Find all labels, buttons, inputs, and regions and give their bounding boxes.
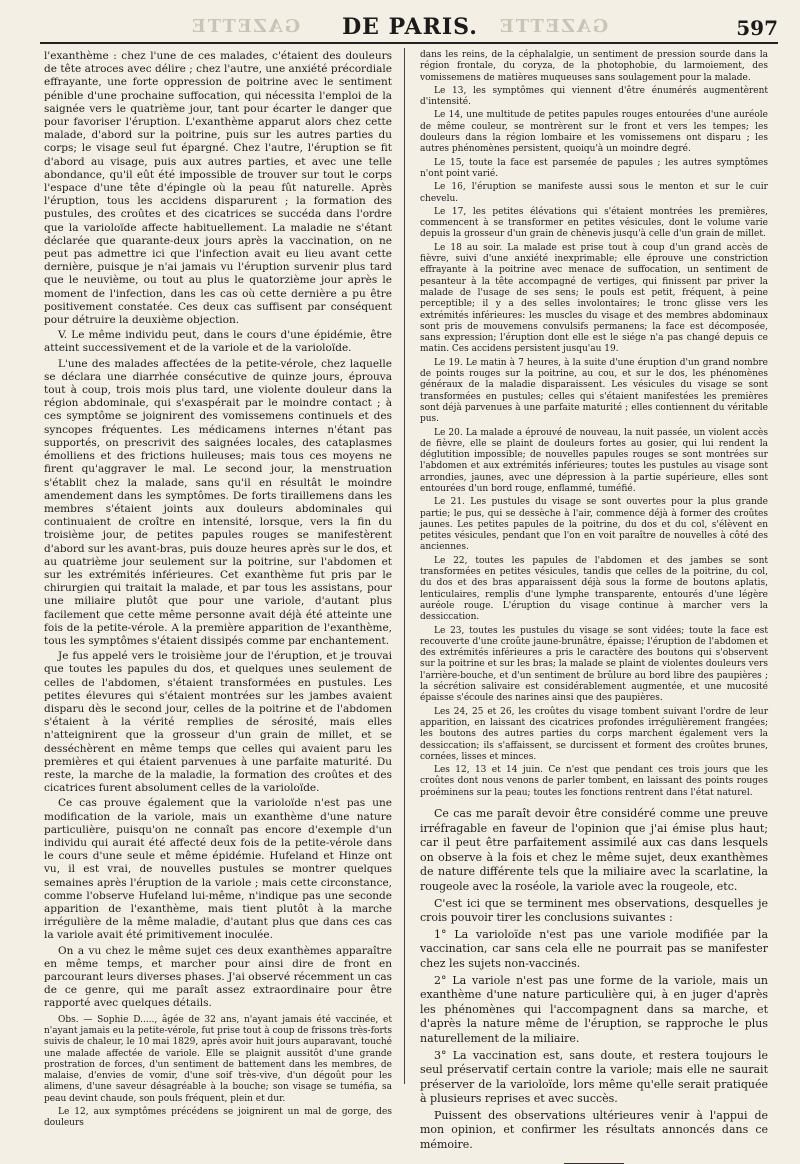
header-rule — [40, 42, 778, 44]
right-column — [420, 50, 768, 1152]
bleedthrough-text-right: GAZETTE — [498, 16, 609, 37]
observation-paragraph: Le 18 au soir. La malade est prise tout à coup d'un grand accès de fièvre, suivi d'une anxiété inexprimable; elle éprouve une constriction effrayante à la poitrine avec menace de suffocation, un sentiment de pesanteur à la tête accompagné de vertiges, qui finissent par priver la malade de l'usage de ses sens; le pouls est petit, fréquent, à peine perceptible; il y a des selles involontaires; le tronc glisse vers les extrémités inférieures: les muscles du visage et des membres abdominaux sont pris de mouvemens convulsifs permanens; la face est décomposée, sans expression; l'éruption dont elle est le siége n'a pas changé depuis ce matin. Ces accidens persistent jusqu'au 19. — [420, 242, 768, 355]
observation-paragraph: Le 13, les symptômes qui viennent d'être énumérés augmentèrent d'intensité. — [420, 85, 768, 108]
conclusion-item: 3° La vaccination est, sans doute, et restera toujours le seul préservatif certain contre la variole; mais elle ne saurait préserver de la varioloïde, lors même qu'elle serait pratiquée à plusieurs reprises et avec succès. — [420, 1048, 768, 1106]
observation-paragraph: Le 20. La malade a éprouvé de nouveau, la nuit passée, un violent accès de fièvre, elle se plaint de douleurs fortes au gosier, qui lui rendent la déglutition impossible; de nouvelles papules rouges se sont montrées sur l'abdomen et aux extrémités inférieures; toutes les pustules au visage sont arrondies, jaunes, avec une dépression à la partie supérieure, elles sont entourées d'un bord rouge, enflammé, tuméfié. — [420, 427, 768, 494]
observation-paragraph: Le 19. Le matin à 7 heures, à la suite d'une éruption d'un grand nombre de points rouges sur la poitrine, au cou, et sur le dos, les phénomènes généraux de la maladie disparaissent. Les vésicules du visage se sont transformées en pustules; celles qui s'étaient manifestées les premières sont déjà parvenues à une parfaite maturité ; elles contiennent du véritable pus. — [420, 357, 768, 425]
observation-paragraph: Les 24, 25 et 26, les croûtes du visage tombent suivant l'ordre de leur apparition, en laissant des cicatrices profondes irrégulièrement frangées; les boutons des autres parties du corps marchent également vers la dessiccation; ils s'affaissent, se durcissent et forment des croûtes brunes, cornées, lisses et minces. — [420, 706, 768, 762]
observation-paragraph: Le 12, aux symptômes précédens se joignirent un mal de gorge, des douleurs — [44, 1107, 392, 1129]
conclusion-item: 2° La variole n'est pas une forme de la variole, mais un exanthème d'une nature particulière qui, à en juger d'après les phénomènes qui l'accompagnent dans sa marche, et d'après la nature même de l'éruption, se rapproche le plus naturellement de la miliaire. — [420, 973, 768, 1045]
observation-paragraph: Les 12, 13 et 14 juin. Ce n'est que pendant ces trois jours que les croûtes dont nous venons de parler tombent, en laissant des points rouges proéminens sur la peau; toutes les fonctions rentrent dans l'état naturel. — [420, 765, 768, 798]
observation-paragraph: Le 21. Les pustules du visage se sont ouvertes pour la plus grande partie; le pus, qui se dessèche à l'air, commence déjà à former des croûtes jaunes. Les petites papules de la poitrine, du dos et du col, s'élèvent en petites vésicules, pendant que l'on en voit paraître de nouvelles à côté des anciennes. — [420, 497, 768, 553]
paragraph: Ce cas me paraît devoir être considéré comme une preuve irréfragable en faveur de l'opinion que j'ai émise plus haut; car il peut être parfaitement assimilé aux cas dans lesquels on observe à la fois et chez le même sujet, deux exanthèmes de nature différente tels que la miliaire avec la scarlatine, la rougeole avec la roséole, la variole avec la rougeole, etc. — [420, 807, 768, 893]
observation-paragraph: Le 22, toutes les papules de l'abdomen et des jambes se sont transformées en petites vésicules, tandis que celles de la poitrine, du col, du dos et des bras apparaissent déjà sous la forme de boutons aplatis, lenticulaires, remplis d'une lymphe transparente, entourés d'une légère auréole rouge. L'éruption du visage continue à marcher vers la dessiccation. — [420, 555, 768, 623]
column-divider — [404, 48, 405, 1084]
observation-paragraph: Le 16, l'éruption se manifeste aussi sous le menton et sur le cuir chevelu. — [420, 182, 768, 204]
paragraph: L'une des malades affectées de la petite-vérole, chez laquelle se déclara une diarrhée consécutive de quinze jours, éprouva tout à coup, trois mois plus tard, une violente douleur dans la région abdominale, qui s'exaspérait par le moindre contact ; à ces symptôme se joignirent des vomissemens continuels et des syncopes fréquentes. Les médicamens internes n'étant pas supportés, on prescrivit des saignées locales, des cataplasmes émolliens et des frictions huileuses; mais tous ces moyens ne firent qu'aggraver le mal. Le second jour, la menstruation s'établit chez la malade, sans qu'il en résultât le moindre amendement dans les symptômes. De forts tiraillemens dans les membres s'étaient joints aux douleurs abdominales qui continuaient de croître en intensité, lorsque, vers la fin du troisième jour, de petites papules rouges se manifestèrent d'abord sur les avant-bras, puis douze heures après sur le dos, et au quatrième jour seulement sur la poitrine, sur l'abdomen et sur les extrémités inférieures. Cet exanthème fut pris par le chirurgien qui traitait la malade, et par tous les assistans, pour une miliaire plutôt que pour une variole, d'autant plus facilement que cette même personne avait déjà été atteinte une fois de la petite-vérole. A la première apparition de l'exanthème, tous les symptômes s'étaient dissipés comme par enchantement. — [44, 357, 392, 647]
observation-paragraph: Obs. — Sophie D....., âgée de 32 ans, n'ayant jamais été vaccinée, et n'ayant jamais eu la petite-vérole, fut prise tout à coup de frissons très-forts suivis de chaleur, le 10 mai 1829, après avoir huit jours auparavant, touché une malade affectée de variole. Elle se plaignit aussitôt d'une grande prostration de forces, d'un sentiment de battement dans les membres, de malaise, d'envies de vomir, d'une soif très-vive, d'un dégoût pour les alimens, d'une saveur désagréable à la bouche; son visage se tuméfia, sa peau devint chaude, son pouls fréquent, plein et dur. — [44, 1014, 392, 1104]
bleedthrough-text-left: GAZETTE — [190, 16, 301, 37]
conclusion-item: 1° La varioloïde n'est pas une variole modifiée par la vaccination, car sans cela elle ne pourrait pas se manifester chez les sujets non-vaccinés. — [420, 927, 768, 970]
paragraph: On a vu chez le même sujet ces deux exanthèmes apparaître en même temps, et marcher pour ainsi dire de front en parcourant leurs diverses phases. J'ai observé récemment un cas de ce genre, qui me paraît assez extraordinaire pour être rapporté avec quelques détails. — [44, 944, 392, 1010]
paragraph: Puissent des observations ultérieures venir à l'appui de mon opinion, et confirmer les résultats annoncés dans ce mémoire. — [420, 1108, 768, 1152]
page-number: 597 — [736, 16, 778, 40]
observation-paragraph: Le 23, toutes les pustules du visage se sont vidées; toute la face est recouverte d'une croûte jaune-brunâtre, épaisse; l'éruption de l'abdomen et des extrémités inférieures a pris le caractère des boutons qui s'observent sur la poitrine et sur les bras; la malade se plaint de violentes douleurs vers l'arrière-bouche, et d'un sentiment de brûlure au bord libre des paupières ; la sécrétion salivaire est considérablement augmentée, et une mucosité épaisse s'écoule des narines ainsi que des paupières. — [420, 625, 768, 704]
paragraph: l'exanthème : chez l'une de ces malades, c'étaient des douleurs de tête atroces avec délire ; chez l'autre, une anxiété précordiale effrayante, une forte oppression de poitrine avec le sentiment pénible d'une prochaine suffocation, qui nécessita l'emploi de la saignée vers le quatrième jour, tant pour écarter le danger que pour favoriser l'éruption. L'exanthème apparut alors chez cette malade, d'abord sur la poitrine, puis sur les autres parties du corps; le visage seul fut épargné. Chez l'autre, l'éruption se fit d'abord au visage, puis aux autres parties, et avec une telle abondance, qu'il eût été impossible de trouver sur tout le corps l'espace d'une tête d'épingle où la peau fût naturelle. Après l'éruption, tous les accidens disparurent ; la formation des pustules, des croûtes et des cicatrices se succéda dans l'ordre que la varioloïde affecte habituellement. La maladie ne s'étant déclarée que quarante-deux jours après la vaccination, on ne peut pas admettre ici que l'infection avait eu lieu avant cette dernière, puisque je n'ai jamais vu l'éruption survenir plus tard que le neuvième, ou tout au plus le quatorzième jour après le moment de l'infection, dans les cas où cette dernière a pu être positivement constatée. Ces deux cas suffisent par conséquent pour détruire la deuxième objection. — [44, 50, 392, 327]
paragraph: Ce cas prouve également que la varioloïde n'est pas une modification de la variole, mais un exanthème d'une nature particulière, puisqu'on ne connaît pas encore d'exemple d'un individu qui aurait été affecté deux fois de la petite-vérole dans le cours d'une seule et même épidémie. Hufeland et Hinze ont vu, il est vrai, de nouvelles pustules se montrer quelques semaines après l'éruption de la variole ; mais cette circonstance, comme l'observe Hufeland lui-même, n'indique pas une seconde apparition de l'exanthème, mais tient plutôt à la marche irrégulière de la même maladie, d'autant plus que dans ces cas la variole avait été primitivement inoculée. — [44, 797, 392, 942]
left-column — [44, 50, 392, 1129]
page-title: DE PARIS. — [342, 14, 478, 40]
observation-paragraph: Le 17, les petites élévations qui s'étaient montrées les premières, commencent à se transformer en petites vésicules, dont le volume varie depuis la grosseur d'un grain de chènevis jusqu'à celle d'un grain de millet. — [420, 206, 768, 240]
observation-paragraph: Le 15, toute la face est parsemée de papules ; les autres symptômes n'ont point varié. — [420, 157, 768, 179]
paragraph: Je fus appelé vers le troisième jour de l'éruption, et je trouvai que toutes les papules du dos, et quelques unes seulement de celles de l'abdomen, s'étaient transformées en pustules. Les petites élevures qui s'étaient montrées sur les jambes avaient disparu dès le second jour, celles de la poitrine et de l'abdomen s'étaient à la vérité remplies de sérosité, mais elles n'atteignirent que la grosseur d'un grain de millet, et se desséchèrent en même temps que celles qui avaient paru les premières et qui étaient parvenues à une parfaite maturité. Du reste, la marche de la maladie, la formation des croûtes et des cicatrices furent absolument celles de la varioloïde. — [44, 650, 392, 795]
observation-paragraph: dans les reins, de la céphalalgie, un sentiment de pression sourde dans la région frontale, du coryza, de la photophobie, du larmoiement, des vomissemens de matières muqueuses sans soulagement pour la malade. — [420, 50, 768, 83]
paragraph: C'est ici que se terminent mes observations, desquelles je crois pouvoir tirer les conclusions suivantes : — [420, 896, 768, 925]
section-heading: V. Le même individu peut, dans le cours d'une épidémie, être atteint successivement et de la variole et de la varioloïde. — [44, 329, 392, 355]
observation-paragraph: Le 14, une multitude de petites papules rouges entourées d'une auréole de même couleur, se montrèrent sur le front et vers les tempes; les douleurs dans la région lombaire et les vomissemens ont disparu ; les autres phénomènes persistent, quoiqu'à un moindre degré. — [420, 110, 768, 155]
